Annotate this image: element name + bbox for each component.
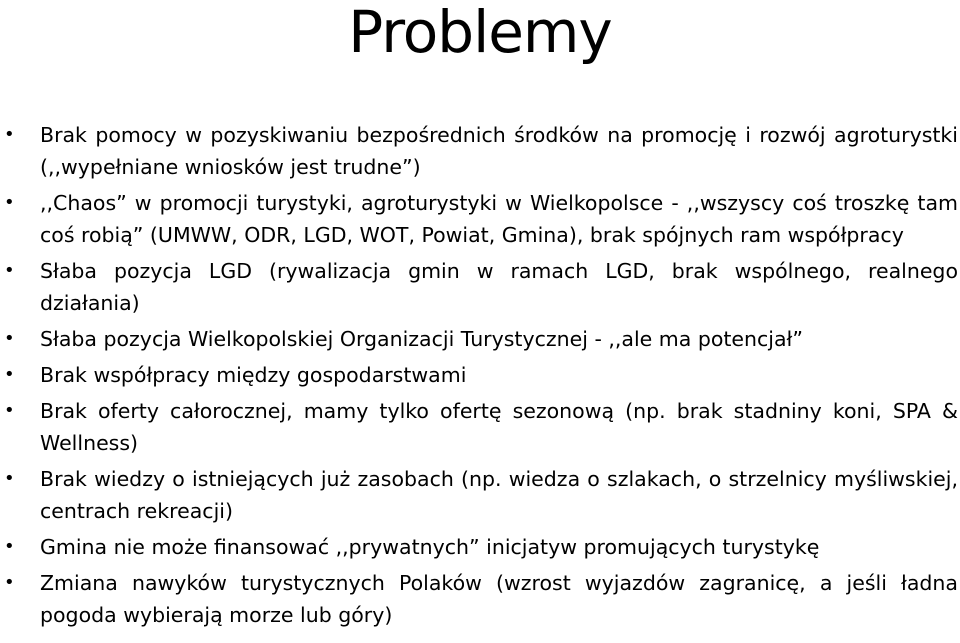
slide-title: Problemy [348,0,612,66]
bullet-text: Zmiana nawyków turystycznych Polaków (wzrost wyjazdów zagranicę, a jeśli ładna pogoda wybierają morze lub góry) [40,571,958,627]
bullet-icon: • [4,328,15,349]
bullet-icon: • [4,124,15,145]
bullet-item-funding [4,119,958,183]
bullet-icon: • [4,400,15,421]
bullet-icon: • [4,536,15,557]
bullet-text: Brak wiedzy o istniejących już zasobach (np. wiedza o szlakach, o strzelnicy myśliwskiej, centrach rekreacji) [40,467,958,523]
bullet-item-chaos [4,187,958,251]
bullet-icon: • [4,192,15,213]
bullet-item-cooperation [4,359,958,391]
bullet-text: Brak pomocy w pozyskiwaniu bezpośrednich środków na promocję i rozwój agroturystki (,,wypełniane wniosków jest trudne”) [40,123,958,179]
bullet-text: Gmina nie może finansować ,,prywatnych” inicjatyw promujących turystykę [40,535,820,559]
bullet-text: Słaba pozycja Wielkopolskiej Organizacji Turystycznej - ,,ale ma potencjał” [40,327,803,351]
bullet-text: Słaba pozycja LGD (rywalizacja gmin w ramach LGD, brak wspólnego, realnego działania) [40,259,958,315]
bullet-item-lgd [4,255,958,319]
bullet-list [0,119,960,635]
bullet-text: Brak oferty całorocznej, mamy tylko ofertę sezonową (np. brak stadniny koni, SPA & Wellness) [40,399,958,455]
bullet-icon: • [4,572,15,593]
bullet-item-financing [4,531,958,563]
bullet-icon: • [4,260,15,281]
bullet-item-knowledge [4,463,958,527]
bullet-text: Brak współpracy między gospodarstwami [40,363,467,387]
bullet-icon: • [4,364,15,385]
bullet-item-habits [4,567,958,631]
bullet-text: ,,Chaos” w promocji turystyki, agroturystyki w Wielkopolsce - ,,wszyscy coś troszkę tam coś robią” (UMWW, ODR, LGD, WOT, Powiat, Gmina), brak spójnych ram współpracy [40,191,958,247]
bullet-item-wot [4,323,958,355]
bullet-item-offer [4,395,958,459]
bullet-icon: • [4,468,15,489]
